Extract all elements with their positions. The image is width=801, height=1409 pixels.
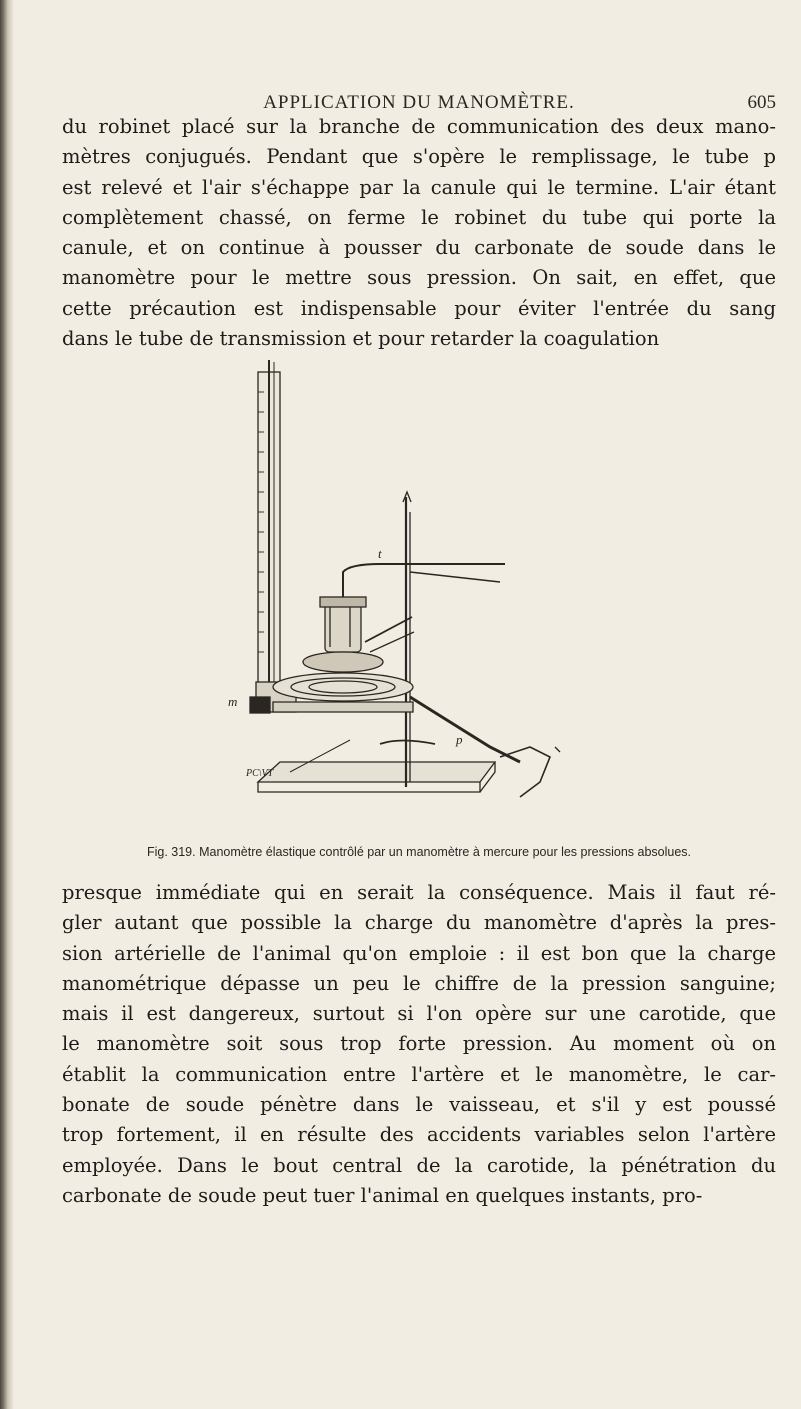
running-title: APPLICATION DU MANOMÈTRE. <box>263 92 575 113</box>
paragraph-top <box>62 112 776 354</box>
text-line: manomètre pour le mettre sous pression. On sait, en effet, que <box>62 266 776 290</box>
text-line: bonate de soude pénètre dans le vaisseau, et s'il y est poussé <box>62 1093 776 1117</box>
text-line: est relevé et l'air s'échappe par la canule qui le termine. L'air étant <box>62 175 776 199</box>
text-line: employée. Dans le bout central de la carotide, la pénétration du <box>62 1153 776 1177</box>
text-line: complètement chassé, on ferme le robinet du tube qui porte la <box>62 205 776 229</box>
text-line: établit la communication entre l'artère et le manomètre, le car- <box>62 1062 776 1086</box>
page-number: 605 <box>747 92 776 113</box>
tube-p <box>410 697 520 762</box>
text-line: manométrique dépasse un peu le chiffre de la pression sanguine; <box>62 971 776 995</box>
caption-number: Fig. 319. <box>146 845 196 859</box>
figure-manometer-illustration <box>200 352 610 822</box>
label-m: m <box>228 694 238 709</box>
book-binding-edge <box>0 0 14 1409</box>
cannula <box>500 747 550 797</box>
text-line: presque immédiate qui en serait la conséquence. Mais il faut ré- <box>62 881 776 904</box>
manometer-engraving <box>200 352 610 822</box>
paragraph-bottom <box>62 878 776 1211</box>
mercury-reservoir <box>250 697 270 713</box>
text-line: trop fortement, il en résulte des accidents variables selon l'artère <box>62 1123 776 1147</box>
figure-caption <box>62 845 776 859</box>
base-platform <box>258 762 495 782</box>
text-line: dans le tube de transmission et pour retarder la coagulation <box>62 327 660 351</box>
text-line: gler autant que possible la charge du manomètre d'après la pres- <box>62 911 776 935</box>
text-line: carbonate de soude peut tuer l'animal en quelques instants, pro- <box>62 1183 703 1207</box>
text-line: du robinet placé sur la branche de communication des deux mano- <box>62 115 776 138</box>
text-line: cette précaution est indispensable pour éviter l'entrée du sang <box>62 296 776 320</box>
manometer-dial <box>273 673 413 701</box>
label-p: p <box>456 732 463 747</box>
text-line: mais il est dangereux, surtout si l'on opère sur une carotide, que <box>62 1002 776 1026</box>
text-line: mètres conjugués. Pendant que s'opère le remplissage, le tube p <box>62 145 776 169</box>
label-t: t <box>378 546 382 561</box>
text-line: canule, et on continue à pousser du carbonate de soude dans le <box>62 236 776 260</box>
caption-text: Manomètre élastique contrôlé par un manomètre à mercure pour les pressions absolues. <box>199 845 692 859</box>
text-line: le manomètre soit sous trop forte pression. Au moment où on <box>62 1032 776 1056</box>
base-platform-edge <box>258 782 480 792</box>
label-engraver: PC\VT <box>246 768 274 779</box>
text-line: sion artérielle de l'animal qu'on emploie : il est bon que la charge <box>62 941 776 965</box>
